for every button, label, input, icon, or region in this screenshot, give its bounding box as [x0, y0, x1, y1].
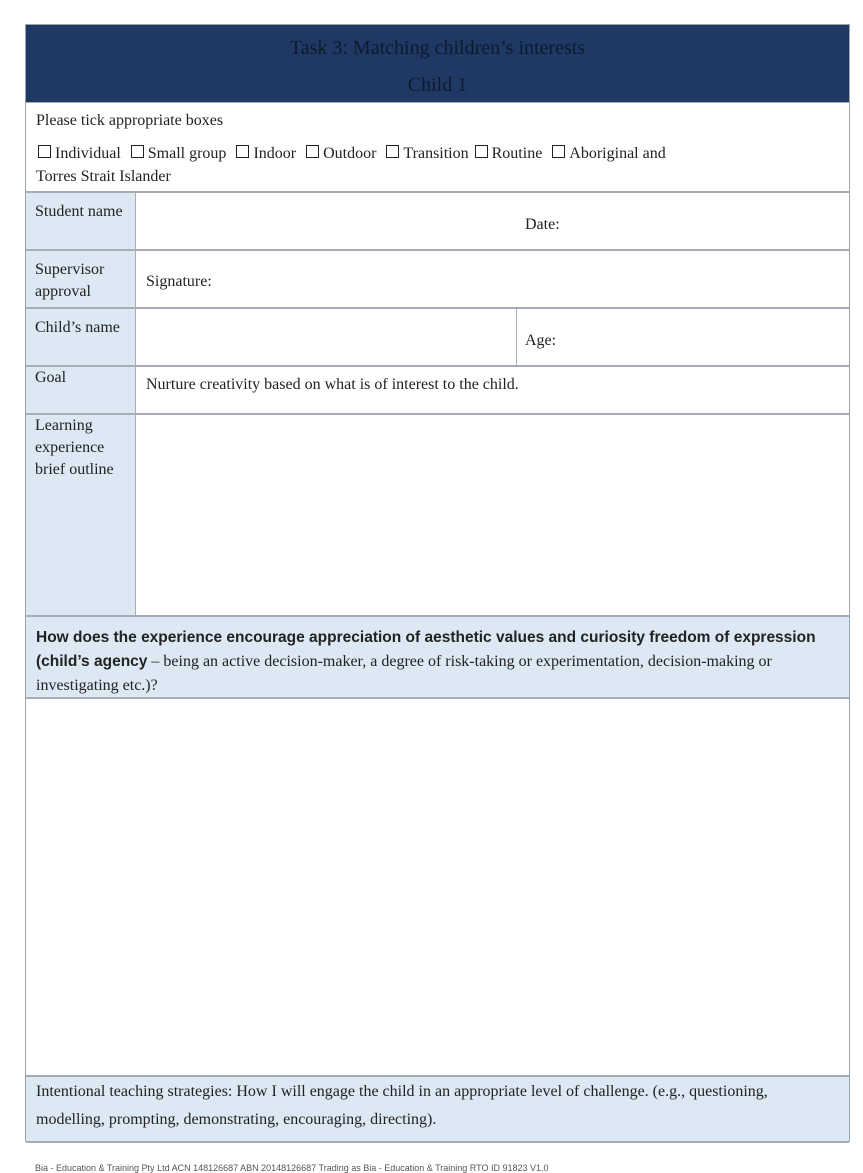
learning-input-area[interactable]: [136, 415, 849, 615]
tick-option-outdoor[interactable]: Outdoor: [304, 145, 376, 162]
checkbox-icon[interactable]: [38, 145, 51, 158]
agency-answer-area[interactable]: [26, 697, 849, 1075]
tick-option-small-group[interactable]: Small group: [129, 145, 227, 162]
agency-question-text: – being an active decision-maker, a degree of risk-taking or experimentation, decision-making or investigating etc.)?: [36, 653, 772, 694]
tick-option-wrap-text: Torres Strait Islander: [36, 168, 171, 185]
tick-option-aboriginal[interactable]: Aboriginal and: [550, 145, 665, 162]
teaching-strategies-text: Intentional teaching strategies: How I will engage the child in an appropriate level of challenge. (e.g., questioning, modelling, prompting, demonstrating, encouraging, directing).: [36, 1083, 768, 1128]
supervisor-label: Supervisor approval: [26, 251, 136, 307]
tick-option-indoor[interactable]: Indoor: [234, 145, 296, 162]
checkbox-icon[interactable]: [475, 145, 488, 158]
form-title: Task 3: Matching children’s interests: [289, 37, 586, 59]
tick-options: [36, 143, 839, 165]
age-label: Age:: [525, 332, 557, 349]
goal-text: Nurture creativity based on what is of interest to the child.: [146, 376, 519, 393]
checkbox-icon[interactable]: [131, 145, 144, 158]
agency-question: [26, 615, 849, 697]
goal-row: [26, 365, 849, 413]
tick-instruction: Please tick appropriate boxes: [36, 112, 224, 129]
page-footer: Bia - Education & Training Pty Ltd ACN 148126687 ABN 20148126687 Trading as Bia - Education & Training RTO ID 91823 V1.0: [35, 1163, 549, 1173]
agency-question-bold: How does the experience encourage appreciation of aesthetic values and curiosity freedom of expression (child’s agency: [36, 629, 816, 670]
teaching-strategies: [26, 1075, 849, 1143]
tick-option-routine[interactable]: Routine: [473, 145, 543, 162]
student-name-row: [26, 191, 849, 249]
child-name-divider: [516, 309, 517, 365]
learning-row: [26, 413, 849, 615]
signature-label: Signature:: [146, 273, 212, 290]
form-header: [26, 25, 849, 102]
student-name-label: Student name: [26, 193, 136, 249]
form-subtitle: Child 1: [407, 74, 468, 96]
checkbox-icon[interactable]: [306, 145, 319, 158]
date-label: Date:: [525, 216, 560, 233]
child-name-label: Child’s name: [26, 309, 136, 365]
checkbox-icon[interactable]: [386, 145, 399, 158]
learning-label: Learning experience brief outline: [26, 415, 136, 615]
supervisor-row: [26, 249, 849, 307]
checkbox-icon[interactable]: [236, 145, 249, 158]
tick-section: [26, 102, 849, 193]
child-name-row: [26, 307, 849, 365]
teaching-strategies-answer[interactable]: [26, 1141, 849, 1143]
goal-label: Goal: [26, 367, 136, 413]
tick-option-individual[interactable]: Individual: [36, 145, 121, 162]
task-form: [25, 24, 850, 1142]
checkbox-icon[interactable]: [552, 145, 565, 158]
tick-option-transition[interactable]: Transition: [384, 145, 468, 162]
